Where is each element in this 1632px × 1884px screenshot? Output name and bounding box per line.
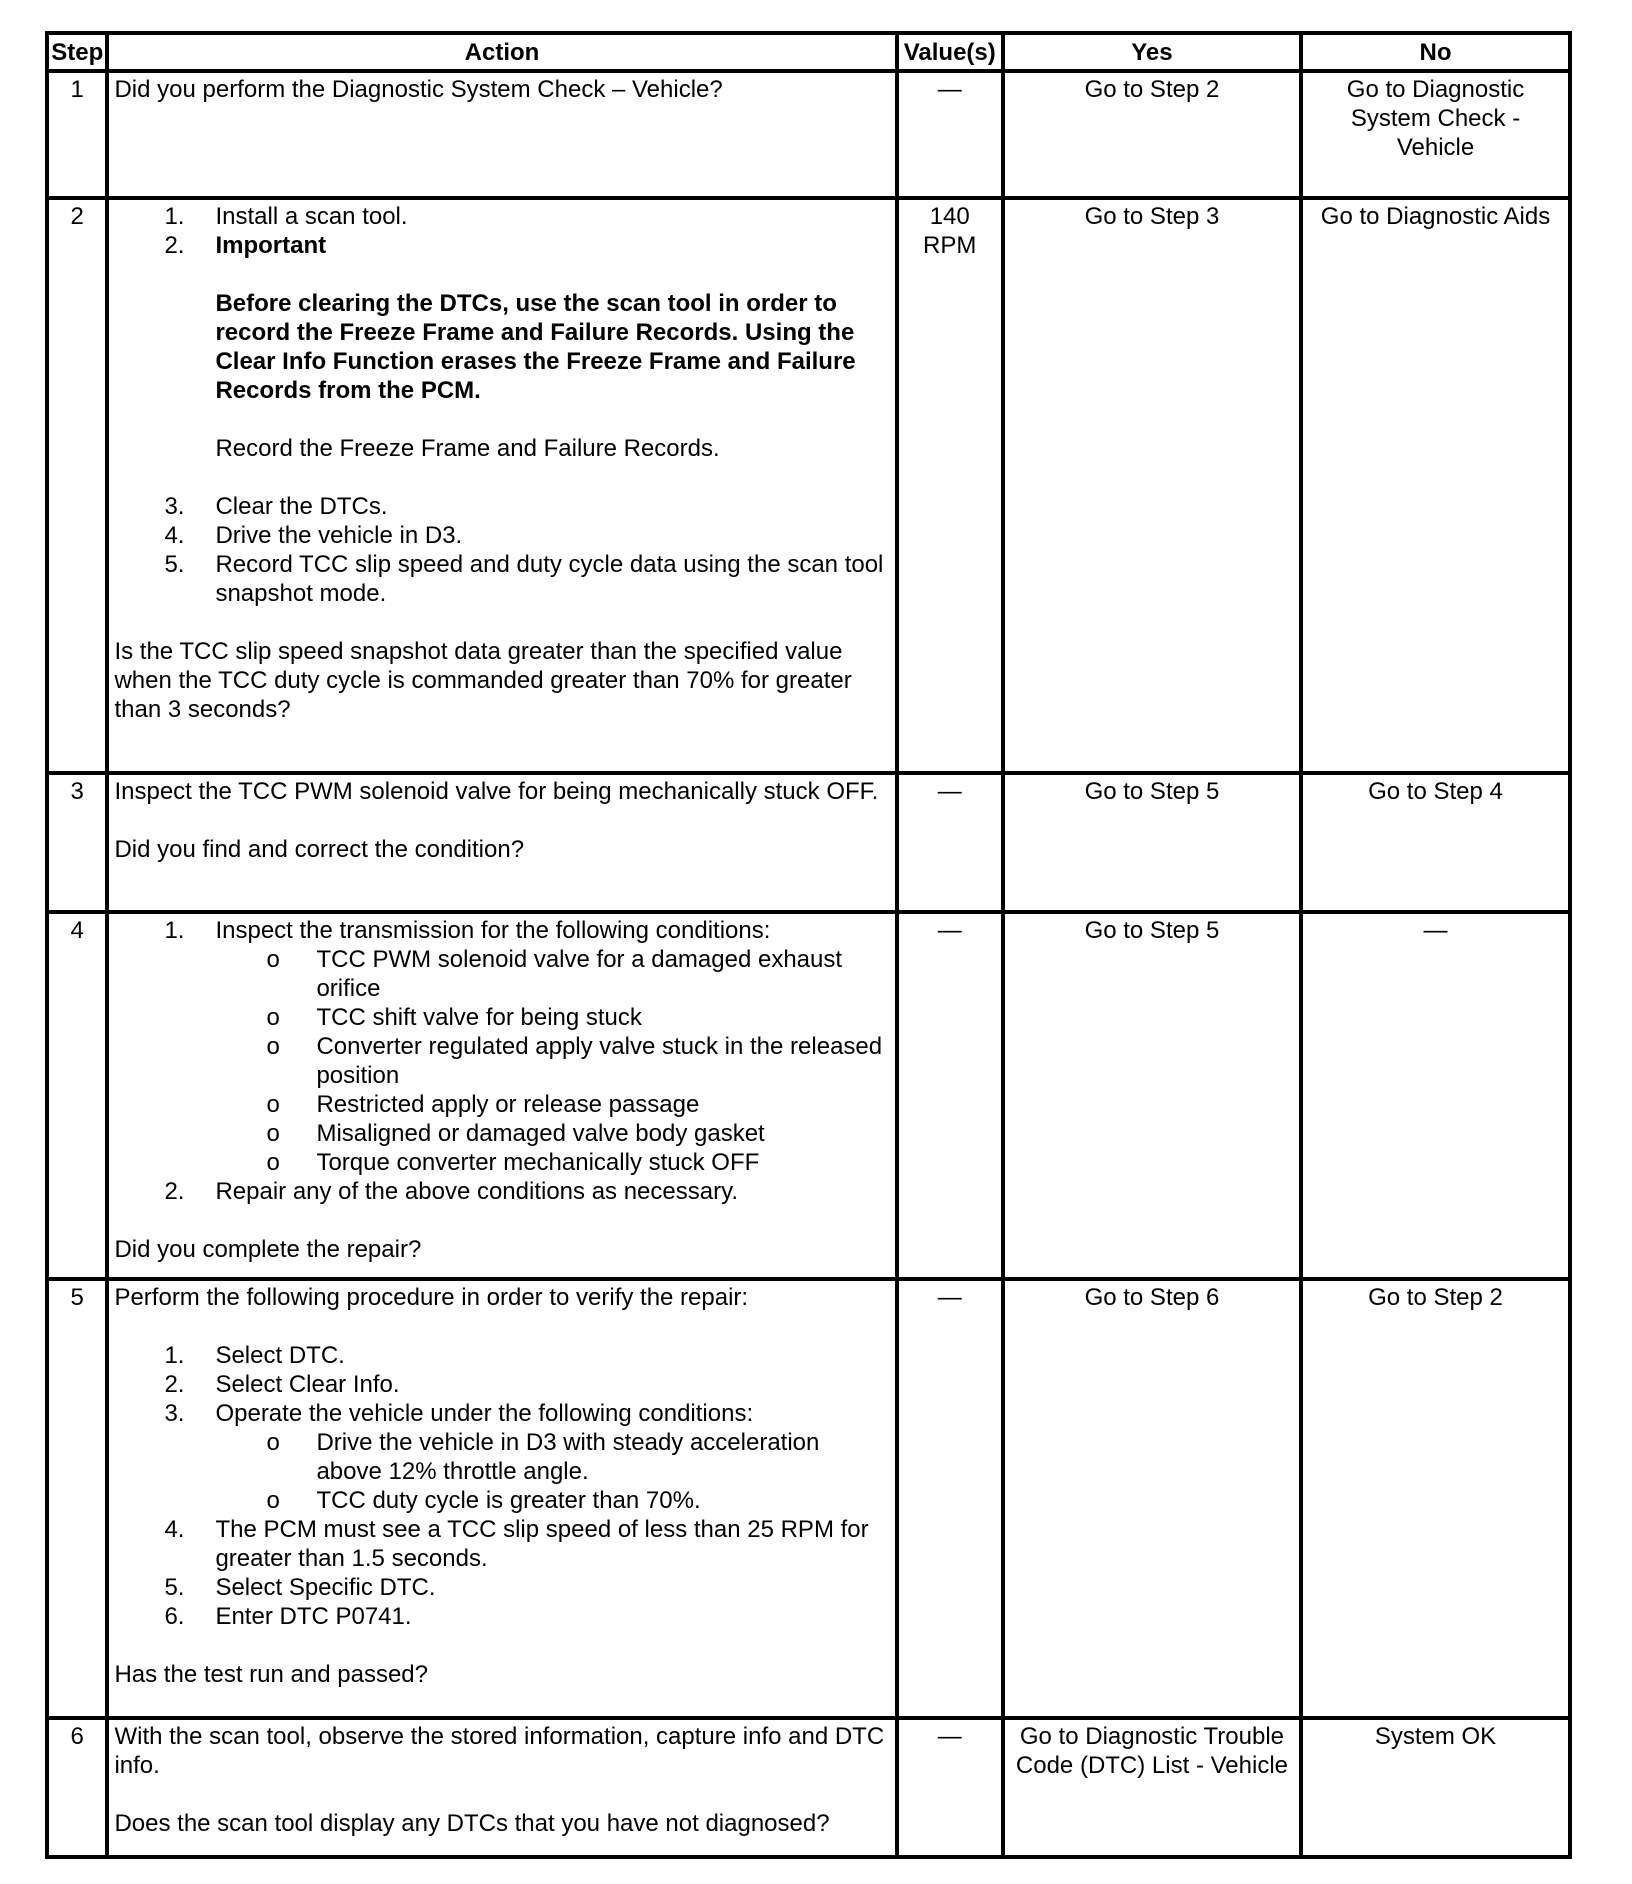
header-action: Action bbox=[107, 33, 896, 71]
bullet-icon: o bbox=[266, 1091, 280, 1118]
bullet-icon: o bbox=[266, 1120, 280, 1147]
header-row bbox=[47, 33, 1570, 71]
table-row-step-2 bbox=[47, 198, 1570, 773]
no-cell: Go to Step 4 bbox=[1301, 773, 1570, 912]
table-row-step-4 bbox=[47, 912, 1570, 1279]
bullet-icon: o bbox=[266, 1004, 280, 1031]
header-yes: Yes bbox=[1003, 33, 1301, 71]
no-cell: System OK bbox=[1301, 1718, 1570, 1857]
header-step: Step bbox=[47, 33, 107, 71]
question-text: Did you complete the repair? bbox=[114, 1236, 422, 1263]
step-number: 3 bbox=[47, 773, 107, 912]
list-item: 1. Select DTC. bbox=[164, 1342, 345, 1369]
procedure-list bbox=[114, 916, 889, 1206]
condition-list bbox=[215, 1428, 889, 1515]
list-item: o Torque converter mechanically stuck OFF bbox=[266, 1149, 760, 1176]
bullet-icon: o bbox=[266, 1487, 280, 1514]
value-cell: — bbox=[897, 912, 1003, 1279]
no-cell: Go to Diagnostic Aids bbox=[1301, 198, 1570, 773]
value-cell: — bbox=[897, 773, 1003, 912]
yes-cell: Go to Step 6 bbox=[1003, 1279, 1301, 1718]
important-label: Important bbox=[215, 232, 327, 259]
condition-list bbox=[215, 945, 889, 1177]
yes-cell: Go to Step 3 bbox=[1003, 198, 1301, 773]
action-cell bbox=[107, 71, 896, 198]
record-instruction: Record the Freeze Frame and Failure Records. bbox=[215, 435, 720, 462]
header-no: No bbox=[1301, 33, 1570, 71]
action-cell bbox=[107, 1718, 896, 1857]
table-row-step-3 bbox=[47, 773, 1570, 912]
procedure-list bbox=[114, 202, 889, 608]
action-text: With the scan tool, observe the stored information, capture info and DTC info. bbox=[114, 1723, 885, 1779]
important-note: Before clearing the DTCs, use the scan tool in order to record the Freeze Frame and Failure Records. Using the Clear Info Function erases the Freeze Frame and Failure Records from the PCM. bbox=[215, 290, 856, 404]
bullet-icon: o bbox=[266, 946, 280, 973]
value-cell: — bbox=[897, 1718, 1003, 1857]
step-number: 6 bbox=[47, 1718, 107, 1857]
yes-text: Go to Diagnostic Trouble Code (DTC) List - Vehicle bbox=[1015, 1723, 1288, 1779]
list-item: 4. Drive the vehicle in D3. bbox=[164, 522, 463, 549]
question-text: Does the scan tool display any DTCs that you have not diagnosed? bbox=[114, 1810, 830, 1837]
bullet-icon: o bbox=[266, 1429, 280, 1456]
list-item: 2. Select Clear Info. bbox=[164, 1371, 400, 1398]
no-text: Go to Diagnostic System Check - Vehicle bbox=[1346, 76, 1525, 161]
step-number: 4 bbox=[47, 912, 107, 1279]
list-item: o TCC shift valve for being stuck bbox=[266, 1004, 642, 1031]
no-cell bbox=[1301, 71, 1570, 198]
yes-cell: Go to Step 5 bbox=[1003, 773, 1301, 912]
list-item: 2. Repair any of the above conditions as necessary. bbox=[164, 1178, 738, 1205]
diagnostic-table bbox=[45, 31, 1572, 1859]
yes-cell: Go to Step 5 bbox=[1003, 912, 1301, 1279]
action-cell bbox=[107, 773, 896, 912]
action-cell bbox=[107, 912, 896, 1279]
list-item: 1. Inspect the transmission for the following conditions: o TCC PWM solenoid valve for a damaged exhaust orifice o TCC shift valve for being stuck o Converter regulated apply valve stuck in the released position o Restricted apply or release passage o Misaligned or damaged valve body gasket o Torque converter mechanically stuck OFF bbox=[114, 916, 889, 1177]
question-text: Did you find and correct the condition? bbox=[114, 836, 525, 863]
list-item: 6. Enter DTC P0741. bbox=[164, 1603, 412, 1630]
list-item: 4. The PCM must see a TCC slip speed of less than 25 RPM for greater than 1.5 seconds. bbox=[164, 1516, 869, 1572]
step-number: 2 bbox=[47, 198, 107, 773]
intro-text: Perform the following procedure in order to verify the repair: bbox=[114, 1284, 749, 1311]
list-item: 1. Install a scan tool. bbox=[164, 203, 408, 230]
step-number: 5 bbox=[47, 1279, 107, 1718]
list-item: o TCC PWM solenoid valve for a damaged exhaust orifice bbox=[266, 946, 843, 1002]
list-item: 3. Operate the vehicle under the following conditions: o Drive the vehicle in D3 with steady acceleration above 12% throttle angle. o TCC duty cycle is greater than 70%. bbox=[114, 1399, 889, 1515]
bullet-icon: o bbox=[266, 1033, 280, 1060]
question-text: Is the TCC slip speed snapshot data greater than the specified value when the TCC duty cycle is commanded greater than 70% for greater than 3 seconds? bbox=[114, 638, 852, 723]
action-cell bbox=[107, 198, 896, 773]
value-cell: — bbox=[897, 1279, 1003, 1718]
list-item: o Misaligned or damaged valve body gasket bbox=[266, 1120, 765, 1147]
value-cell: — bbox=[897, 71, 1003, 198]
list-item: 5. Select Specific DTC. bbox=[164, 1574, 436, 1601]
action-text: Inspect the TCC PWM solenoid valve for being mechanically stuck OFF. bbox=[114, 778, 879, 805]
list-item: o Restricted apply or release passage bbox=[266, 1091, 700, 1118]
list-item: o Drive the vehicle in D3 with steady acceleration above 12% throttle angle. bbox=[266, 1429, 820, 1485]
table-row-step-5 bbox=[47, 1279, 1570, 1718]
question-text: Has the test run and passed? bbox=[114, 1661, 428, 1688]
list-item: o TCC duty cycle is greater than 70%. bbox=[266, 1487, 701, 1514]
table-row-step-6 bbox=[47, 1718, 1570, 1857]
step-number: 1 bbox=[47, 71, 107, 198]
list-item: 5. Record TCC slip speed and duty cycle data using the scan tool snapshot mode. bbox=[164, 551, 884, 607]
value-unit: RPM bbox=[923, 232, 977, 259]
value-cell bbox=[897, 198, 1003, 773]
no-cell: Go to Step 2 bbox=[1301, 1279, 1570, 1718]
table-row-step-1 bbox=[47, 71, 1570, 198]
list-item: o Converter regulated apply valve stuck in the released position bbox=[266, 1033, 883, 1089]
yes-cell bbox=[1003, 1718, 1301, 1857]
list-item: 3. Clear the DTCs. bbox=[164, 493, 388, 520]
list-item: 2. Important Before clearing the DTCs, use the scan tool in order to record the Freeze Frame and Failure Records. Using the Clear Info Function erases the Freeze Frame and Failure Records from the PCM. Record the Freeze Frame and Failure Records. bbox=[114, 231, 889, 492]
procedure-list bbox=[114, 1341, 889, 1631]
bullet-icon: o bbox=[266, 1149, 280, 1176]
value-number: 140 bbox=[929, 203, 970, 230]
action-text: Did you perform the Diagnostic System Check – Vehicle? bbox=[114, 76, 723, 103]
yes-cell: Go to Step 2 bbox=[1003, 71, 1301, 198]
no-cell: — bbox=[1301, 912, 1570, 1279]
action-cell bbox=[107, 1279, 896, 1718]
header-values: Value(s) bbox=[897, 33, 1003, 71]
